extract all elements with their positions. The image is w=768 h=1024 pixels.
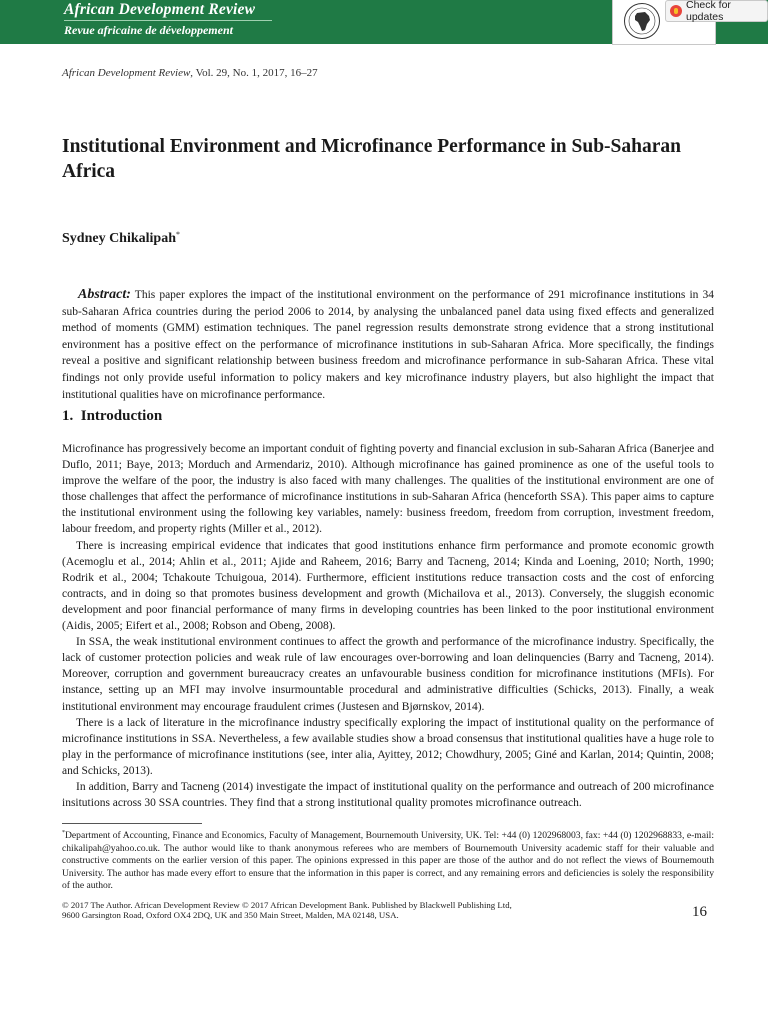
check-for-updates-label: Check for updates — [686, 0, 731, 23]
body-text — [62, 441, 714, 811]
citation-journal: African Development Review — [62, 67, 191, 79]
check-for-updates-button[interactable] — [665, 0, 768, 22]
copyright-line-2: 9600 Garsington Road, Oxford OX4 2DQ, UK and 350 Main Street, Malden, MA 02148, USA. — [62, 910, 399, 921]
footnote-divider — [62, 823, 202, 824]
copyright-notice — [62, 900, 582, 921]
footnote-text: Department of Accounting, Finance and Economics, Faculty of Management, Bournemouth University, UK. Tel: +44 (0) 1202968003, fax: +44 (0) 1202968833, e-mail: chikalipah@yahoo.co.uk. The author would like to thank anonymous referees who are members of Bournemouth University academic staff for their valuable and constructive comments on the earlier version of this paper. The opinions expressed in this paper are those of the author and do not reflect the views of Bournemouth University. The author has made every effort to ensure that the information in this paper is correct, and any remaining errors and deficiencies is solely the responsibility of the author. — [62, 830, 714, 892]
section-heading — [62, 408, 162, 425]
journal-title-fr: Revue africaine de développement — [64, 23, 233, 37]
section-title: Introduction — [80, 408, 163, 424]
section-number: 1. — [62, 408, 74, 424]
author-name: Sydney Chikalipah — [62, 231, 176, 246]
paragraph: In addition, Barry and Tacneng (2014) investigate the impact of institutional quality on the performance and outreach of 200 microfinance insitutions across 30 SSA countries. They find that a strong institutional quality promotes microfinance outreach. — [62, 780, 714, 810]
journal-title-en: African Development Review — [64, 1, 256, 18]
copyright-line-1: © 2017 The Author. African Development Review © 2017 African Development Bank. Published by Blackwell Publishing Ltd, — [62, 900, 512, 910]
page-number: 16 — [692, 904, 707, 920]
author-line — [62, 230, 180, 247]
citation-line — [62, 67, 318, 79]
footnote-marker: * — [62, 830, 65, 836]
crossmark-icon — [670, 5, 682, 17]
article-title: Institutional Environment and Microfinance Performance in Sub-Saharan Africa — [62, 136, 681, 182]
author-footnote-marker[interactable]: * — [176, 230, 180, 239]
banner-divider — [64, 20, 272, 21]
abstract-text: This paper explores the impact of the institutional environment on the performance of 291 microfinance institutions in 34 sub-Saharan Africa countries during the period 2006 to 2014, by analysing the unbalanced panel data using fixed effects and generalized method of moments (GMM) estimation techniques. The panel regression results demonstrate strong evidence that a strong institutional environment has a positive effect on the performance of microfinance institutions in sub-Saharan Africa. More specifically, the findings reveal a positive and significant relationship between business freedom and microfinance performance in sub-Saharan Africa. These vital findings not only provide useful information to policy makers and key microfinance industry players, but also highlight the impact that institutional qualities have on microfinance performance. — [62, 289, 714, 401]
paragraph: There is increasing empirical evidence that indicates that good institutions enhance firm performance and promote economic growth (Acemoglu et al., 2014; Ahlin et al., 2011; Ajide and Raheem, 2016; Barry and Tacneng, 2014; Kinda and Loening, 2010; North, 1990; Rodrik et al., 2004; Tchakoute Tchuigoua, 2014). Furthermore, efficient institutions reduce transaction costs and the cost of enforcing contracts, and in doing so that promotes business development and growth (Michailova et al., 2013). Conversely, the sluggish economic development and poor financial performance of many firms in developing countries has been linked to the poor institutional environment (Aidis, 2005; Eifert et al., 2008; Robson and Obeng, 2008). — [62, 539, 714, 633]
abstract — [62, 287, 714, 403]
citation-details: , Vol. 29, No. 1, 2017, 16–27 — [190, 67, 318, 79]
paragraph: In SSA, the weak institutional environment continues to affect the growth and performance of the microfinance industry. Specifically, the lack of customer protection policies and weak rule of law encourages over-borrowing and loan delinquencies (Barry and Tacneng, 2014). Moreover, corruption and government bureaucracy creates an unfavourable business condition for microfinance institutions (MFIs). For instance, setting up an MFI may involve insurmountable procedural and administrative difficulties (Schicks, 2013). Finally, a weak institutional environment may encourage fraudulent crimes (Justesen and Bjørnskov, 2014). — [62, 636, 714, 713]
abstract-colon: : — [126, 287, 131, 302]
afdb-seal-icon — [623, 2, 661, 40]
paragraph: Microfinance has progressively become an important conduit of fighting poverty and financial exclusion in sub-Saharan Africa (Banerjee and Duflo, 2011; Baye, 2013; Morduch and Armendariz, 2010). Although microfinance has gained prominence as one of the useful tools to improve the welfare of the poor, the industry is also faced with many challenges. The qualities of the institutional environment are one of those challenges that affect the performance of microfinance institutions in sub-Saharan Africa (henceforth SSA). This paper aims to capture the institutional environment using the following key variables, namely: business freedom, freedom from corruption, investment freedom, labour freedom, and property rights (Miller et al., 2012). — [62, 443, 714, 536]
author-footnote — [62, 827, 714, 893]
paragraph: There is a lack of literature in the microfinance industry specifically exploring the impact of institutional quality on the performance of microfinance institutions in SSA. Nevertheless, a few available studies show a broad consensus that institutional qualities have a huge role to play in the performance of microfinance institutions (see, inter alia, Ayittey, 2012; Chowdhury, 2005; Giné and Karlan, 2014; Quintin, 2008; and Schicks, 2013). — [62, 716, 714, 777]
abstract-label: Abstract — [78, 287, 127, 302]
